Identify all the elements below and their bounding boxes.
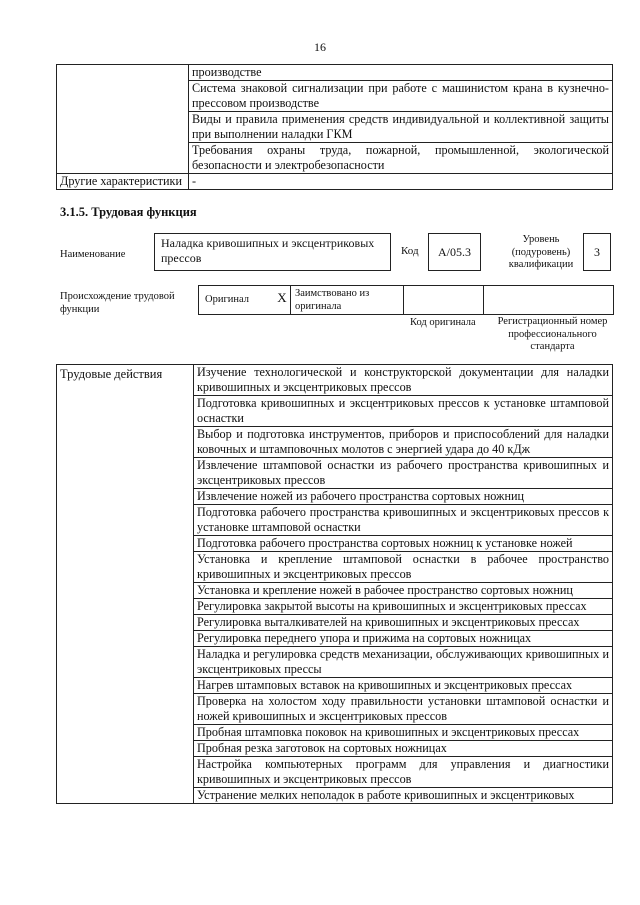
labor-action-item: Регулировка выталкивателей на кривошипных и эксцентриковых прессах [194, 615, 613, 631]
labor-action-item: Настройка компьютерных программ для управления и диагностики кривошипных и эксцентриковых прессов [194, 757, 613, 788]
other-characteristics-label: Другие характеристики [57, 174, 189, 190]
labor-action-item: Подготовка кривошипных и эксцентриковых прессов к установке штамповой оснастки [194, 396, 613, 427]
table-row [57, 174, 613, 190]
labor-action-item: Проверка на холостом ходу правильности установки штамповой оснастки и ножей кривошипных и эксцентриковых прессов [194, 694, 613, 725]
origin-row [198, 285, 614, 315]
labor-action-item: Выбор и подготовка инструментов, приборов и приспособлений для наладки ковочных и штамповочных молотов с энергией удара до 40 кДж [194, 427, 613, 458]
original-mark: X [277, 290, 287, 305]
page-number: 16 [314, 40, 326, 54]
function-name-value: Наладка кривошипных и эксцентриковых прессов [154, 233, 391, 271]
labor-actions-table [56, 364, 613, 804]
labor-action-item: Извлечение штамповой оснастки из рабочего пространства кривошипных и эксцентриковых прессов [194, 458, 613, 489]
registration-number-label: Регистрационный номер профессионального стандарта [497, 316, 608, 352]
origin-label: Происхождение трудовой функции [60, 291, 175, 315]
labor-action-item: Изучение технологической и конструкторской документации для наладки кривошипных и эксцентриковых прессов [194, 365, 613, 396]
labor-action-item: Пробная штамповка поковок на кривошипных и эксцентриковых прессах [194, 725, 613, 741]
knowledge-item: Система знаковой сигнализации при работе с машинистом крана в кузнечно-прессовом производстве [189, 81, 613, 112]
labor-action-item: Установка и крепление штамповой оснастки в рабочее пространство кривошипных и эксцентриковых прессов [194, 552, 613, 583]
labor-action-item: Подготовка рабочего пространства кривошипных и эксцентриковых прессов к установке штамповой оснастки [194, 505, 613, 536]
empty-label-cell [57, 65, 189, 174]
borrowed-cell: Заимствовано из оригинала [290, 285, 404, 315]
function-code-value: A/05.3 [428, 233, 481, 271]
table-row [57, 365, 613, 396]
code-label: Код [401, 245, 419, 257]
table-row [57, 65, 613, 81]
knowledge-item: Требования охраны труда, пожарной, промышленной, экологической безопасности и электробезопасности [189, 143, 613, 174]
knowledge-item: производстве [189, 65, 613, 81]
original-cell: Оригинал [198, 285, 290, 315]
labor-action-item: Наладка и регулировка средств механизации, обслуживающих кривошипных и эксцентриковых прессы [194, 647, 613, 678]
qualification-level-value: 3 [583, 233, 611, 271]
knowledge-table-continuation [56, 64, 613, 190]
qualification-level-label: Уровень (подуровень) квалификации [508, 234, 574, 270]
labor-action-item: Извлечение ножей из рабочего пространства сортовых ножниц [194, 489, 613, 505]
labor-action-item: Подготовка рабочего пространства сортовых ножниц к установке ножей [194, 536, 613, 552]
name-label: Наименование [60, 249, 126, 260]
labor-action-item: Регулировка закрытой высоты на кривошипных и эксцентриковых прессах [194, 599, 613, 615]
registration-number-cell [484, 285, 614, 315]
labor-action-item: Регулировка переднего упора и прижима на сортовых ножницах [194, 631, 613, 647]
knowledge-item: Виды и правила применения средств индивидуальной и коллективной защиты при выполнении наладки ГКМ [189, 112, 613, 143]
original-code-label: Код оригинала [410, 317, 476, 328]
section-heading: 3.1.5. Трудовая функция [60, 205, 197, 219]
other-characteristics-value: - [189, 174, 613, 190]
labor-action-item: Устранение мелких неполадок в работе кривошипных и эксцентриковых [194, 788, 613, 804]
original-code-cell [404, 285, 484, 315]
labor-action-item: Пробная резка заготовок на сортовых ножницах [194, 741, 613, 757]
labor-action-item: Нагрев штамповых вставок на кривошипных и эксцентриковых прессах [194, 678, 613, 694]
labor-action-item: Установка и крепление ножей в рабочее пространство сортовых ножниц [194, 583, 613, 599]
labor-actions-label: Трудовые действия [57, 365, 194, 804]
